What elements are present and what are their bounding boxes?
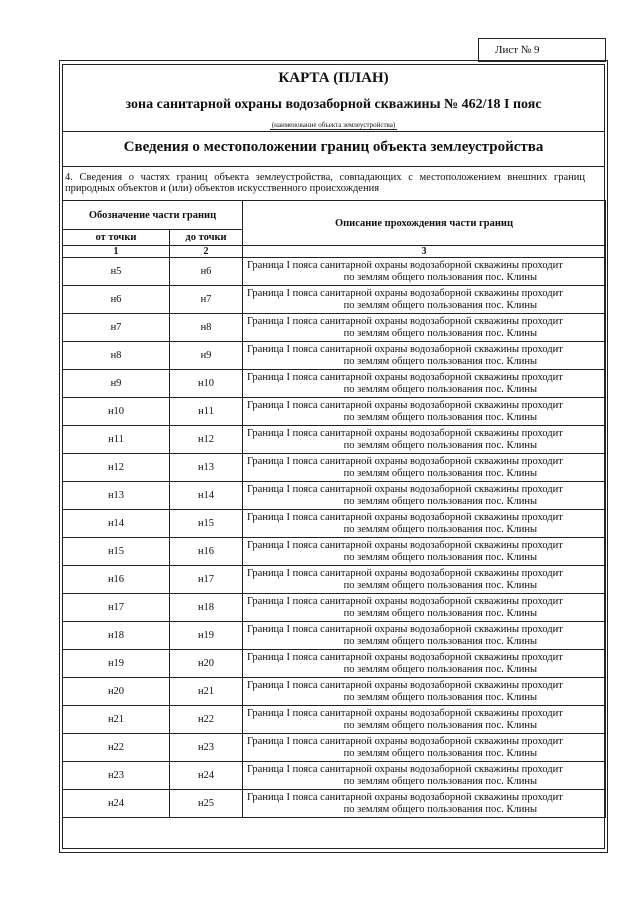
to-point: н24 [170,762,243,790]
boundary-description [243,678,606,706]
boundary-description [243,538,606,566]
from-header: от точки [63,230,170,246]
to-point: н13 [170,454,243,482]
to-point: н17 [170,566,243,594]
to-point: н25 [170,790,243,818]
description-line: по землям общего пользования пос. Клины [343,355,537,367]
from-point: н20 [63,678,170,706]
description-line: по землям общего пользования пос. Клины [343,607,537,619]
boundary-description [243,622,606,650]
description-line: по землям общего пользования пос. Клины [343,439,537,451]
description-line: по землям общего пользования пос. Клины [343,579,537,591]
table-row [63,482,606,510]
table-row [63,706,606,734]
table-row [63,762,606,790]
description-line: Граница I пояса санитарной охраны водозаборной скважины проходит [247,567,563,579]
table-row [63,678,606,706]
table-row [63,650,606,678]
boundary-description [243,762,606,790]
description-line: по землям общего пользования пос. Клины [343,299,537,311]
table-row [63,454,606,482]
boundary-description [243,314,606,342]
description-line: по землям общего пользования пос. Клины [343,747,537,759]
boundary-description [243,510,606,538]
divider [62,166,605,167]
from-point: н12 [63,454,170,482]
boundary-description [243,342,606,370]
from-point: н23 [63,762,170,790]
from-point: н19 [63,650,170,678]
from-point: н8 [63,342,170,370]
description-line: Граница I пояса санитарной охраны водозаборной скважины проходит [247,455,563,467]
table-row [63,258,606,286]
description-line: Граница I пояса санитарной охраны водозаборной скважины проходит [247,427,563,439]
boundary-description [243,286,606,314]
table-row [63,594,606,622]
description-line: Граница I пояса санитарной охраны водозаборной скважины проходит [247,763,563,775]
table-row [63,566,606,594]
from-point: н22 [63,734,170,762]
boundary-description [243,482,606,510]
to-point: н21 [170,678,243,706]
from-point: н9 [63,370,170,398]
from-point: н11 [63,426,170,454]
boundary-description [243,398,606,426]
col-number: 3 [243,246,606,258]
description-line: Граница I пояса санитарной охраны водозаборной скважины проходит [247,735,563,747]
description-line: Граница I пояса санитарной охраны водозаборной скважины проходит [247,623,563,635]
table-row [63,314,606,342]
to-point: н20 [170,650,243,678]
description-line: Граница I пояса санитарной охраны водозаборной скважины проходит [247,679,563,691]
description-line: по землям общего пользования пос. Клины [343,383,537,395]
description-line: по землям общего пользования пос. Клины [343,635,537,647]
to-point: н6 [170,258,243,286]
table-row [63,370,606,398]
description-line: по землям общего пользования пос. Клины [343,327,537,339]
section-title: Сведения о местоположении границ объекта землеустройства [123,139,544,155]
description-line: Граница I пояса санитарной охраны водозаборной скважины проходит [247,595,563,607]
description-line: Граница I пояса санитарной охраны водозаборной скважины проходит [247,287,563,299]
document-title: КАРТА (ПЛАН) [278,70,389,86]
table-row [63,510,606,538]
description-line: Граница I пояса санитарной охраны водозаборной скважины проходит [247,343,563,355]
to-point: н15 [170,510,243,538]
description-line: Граница I пояса санитарной охраны водозаборной скважины проходит [247,651,563,663]
from-point: н16 [63,566,170,594]
to-point: н19 [170,622,243,650]
boundary-description [243,566,606,594]
description-line: Граница I пояса санитарной охраны водозаборной скважины проходит [247,399,563,411]
to-point: н12 [170,426,243,454]
from-point: н10 [63,398,170,426]
from-point: н5 [63,258,170,286]
from-point: н17 [63,594,170,622]
group-header: Обозначение части границ [63,201,243,230]
from-point: н14 [63,510,170,538]
table-row [63,622,606,650]
description-line: Граница I пояса санитарной охраны водозаборной скважины проходит [247,259,563,271]
boundary-description [243,370,606,398]
description-line: Граница I пояса санитарной охраны водозаборной скважины проходит [247,791,563,803]
description-line: Граница I пояса санитарной охраны водозаборной скважины проходит [247,315,563,327]
desc-header: Описание прохождения части границ [243,201,606,246]
description-line: Граница I пояса санитарной охраны водозаборной скважины проходит [247,707,563,719]
from-point: н24 [63,790,170,818]
table-row [63,790,606,818]
from-point: н15 [63,538,170,566]
description-line: по землям общего пользования пос. Клины [343,691,537,703]
table-row [63,734,606,762]
to-point: н7 [170,286,243,314]
boundary-description [243,790,606,818]
boundary-description [243,258,606,286]
to-point: н9 [170,342,243,370]
divider [62,131,605,132]
description-line: по землям общего пользования пос. Клины [343,663,537,675]
to-point: н14 [170,482,243,510]
from-point: н7 [63,314,170,342]
table-row [63,538,606,566]
to-point: н22 [170,706,243,734]
description-line: по землям общего пользования пос. Клины [343,271,537,283]
col-number: 2 [170,246,243,258]
to-point: н18 [170,594,243,622]
boundary-description [243,594,606,622]
to-point: н16 [170,538,243,566]
from-point: н13 [63,482,170,510]
description-line: Граница I пояса санитарной охраны водозаборной скважины проходит [247,371,563,383]
table-row [63,286,606,314]
boundary-description [243,650,606,678]
boundary-description [243,454,606,482]
boundary-description [243,734,606,762]
from-point: н21 [63,706,170,734]
description-line: по землям общего пользования пос. Клины [343,467,537,479]
description-line: по землям общего пользования пос. Клины [343,803,537,815]
description-line: по землям общего пользования пос. Клины [343,411,537,423]
sheet-number: Лист № 9 [478,38,606,62]
from-point: н6 [63,286,170,314]
description-line: Граница I пояса санитарной охраны водозаборной скважины проходит [247,511,563,523]
description-line: по землям общего пользования пос. Клины [343,523,537,535]
to-point: н23 [170,734,243,762]
to-point: н10 [170,370,243,398]
from-point: н18 [63,622,170,650]
boundary-table [62,200,606,818]
table-row [63,426,606,454]
boundary-description [243,426,606,454]
section-note: 4. Сведения о частях границ объекта землеустройства, совпадающих с местоположением внешних границ природных объектов и (или) объектов искусственного происхождения [65,172,585,194]
table-row [63,398,606,426]
description-line: Граница I пояса санитарной охраны водозаборной скважины проходит [247,483,563,495]
description-line: по землям общего пользования пос. Клины [343,775,537,787]
table-row [63,342,606,370]
object-caption: (наименование объекта землеустройства) [271,121,396,129]
to-point: н11 [170,398,243,426]
description-line: по землям общего пользования пос. Клины [343,551,537,563]
description-line: Граница I пояса санитарной охраны водозаборной скважины проходит [247,539,563,551]
boundary-description [243,706,606,734]
to-header: до точки [170,230,243,246]
description-line: по землям общего пользования пос. Клины [343,719,537,731]
document-subtitle: зона санитарной охраны водозаборной скважины № 462/18 I пояс [125,97,542,112]
to-point: н8 [170,314,243,342]
description-line: по землям общего пользования пос. Клины [343,495,537,507]
col-number: 1 [63,246,170,258]
